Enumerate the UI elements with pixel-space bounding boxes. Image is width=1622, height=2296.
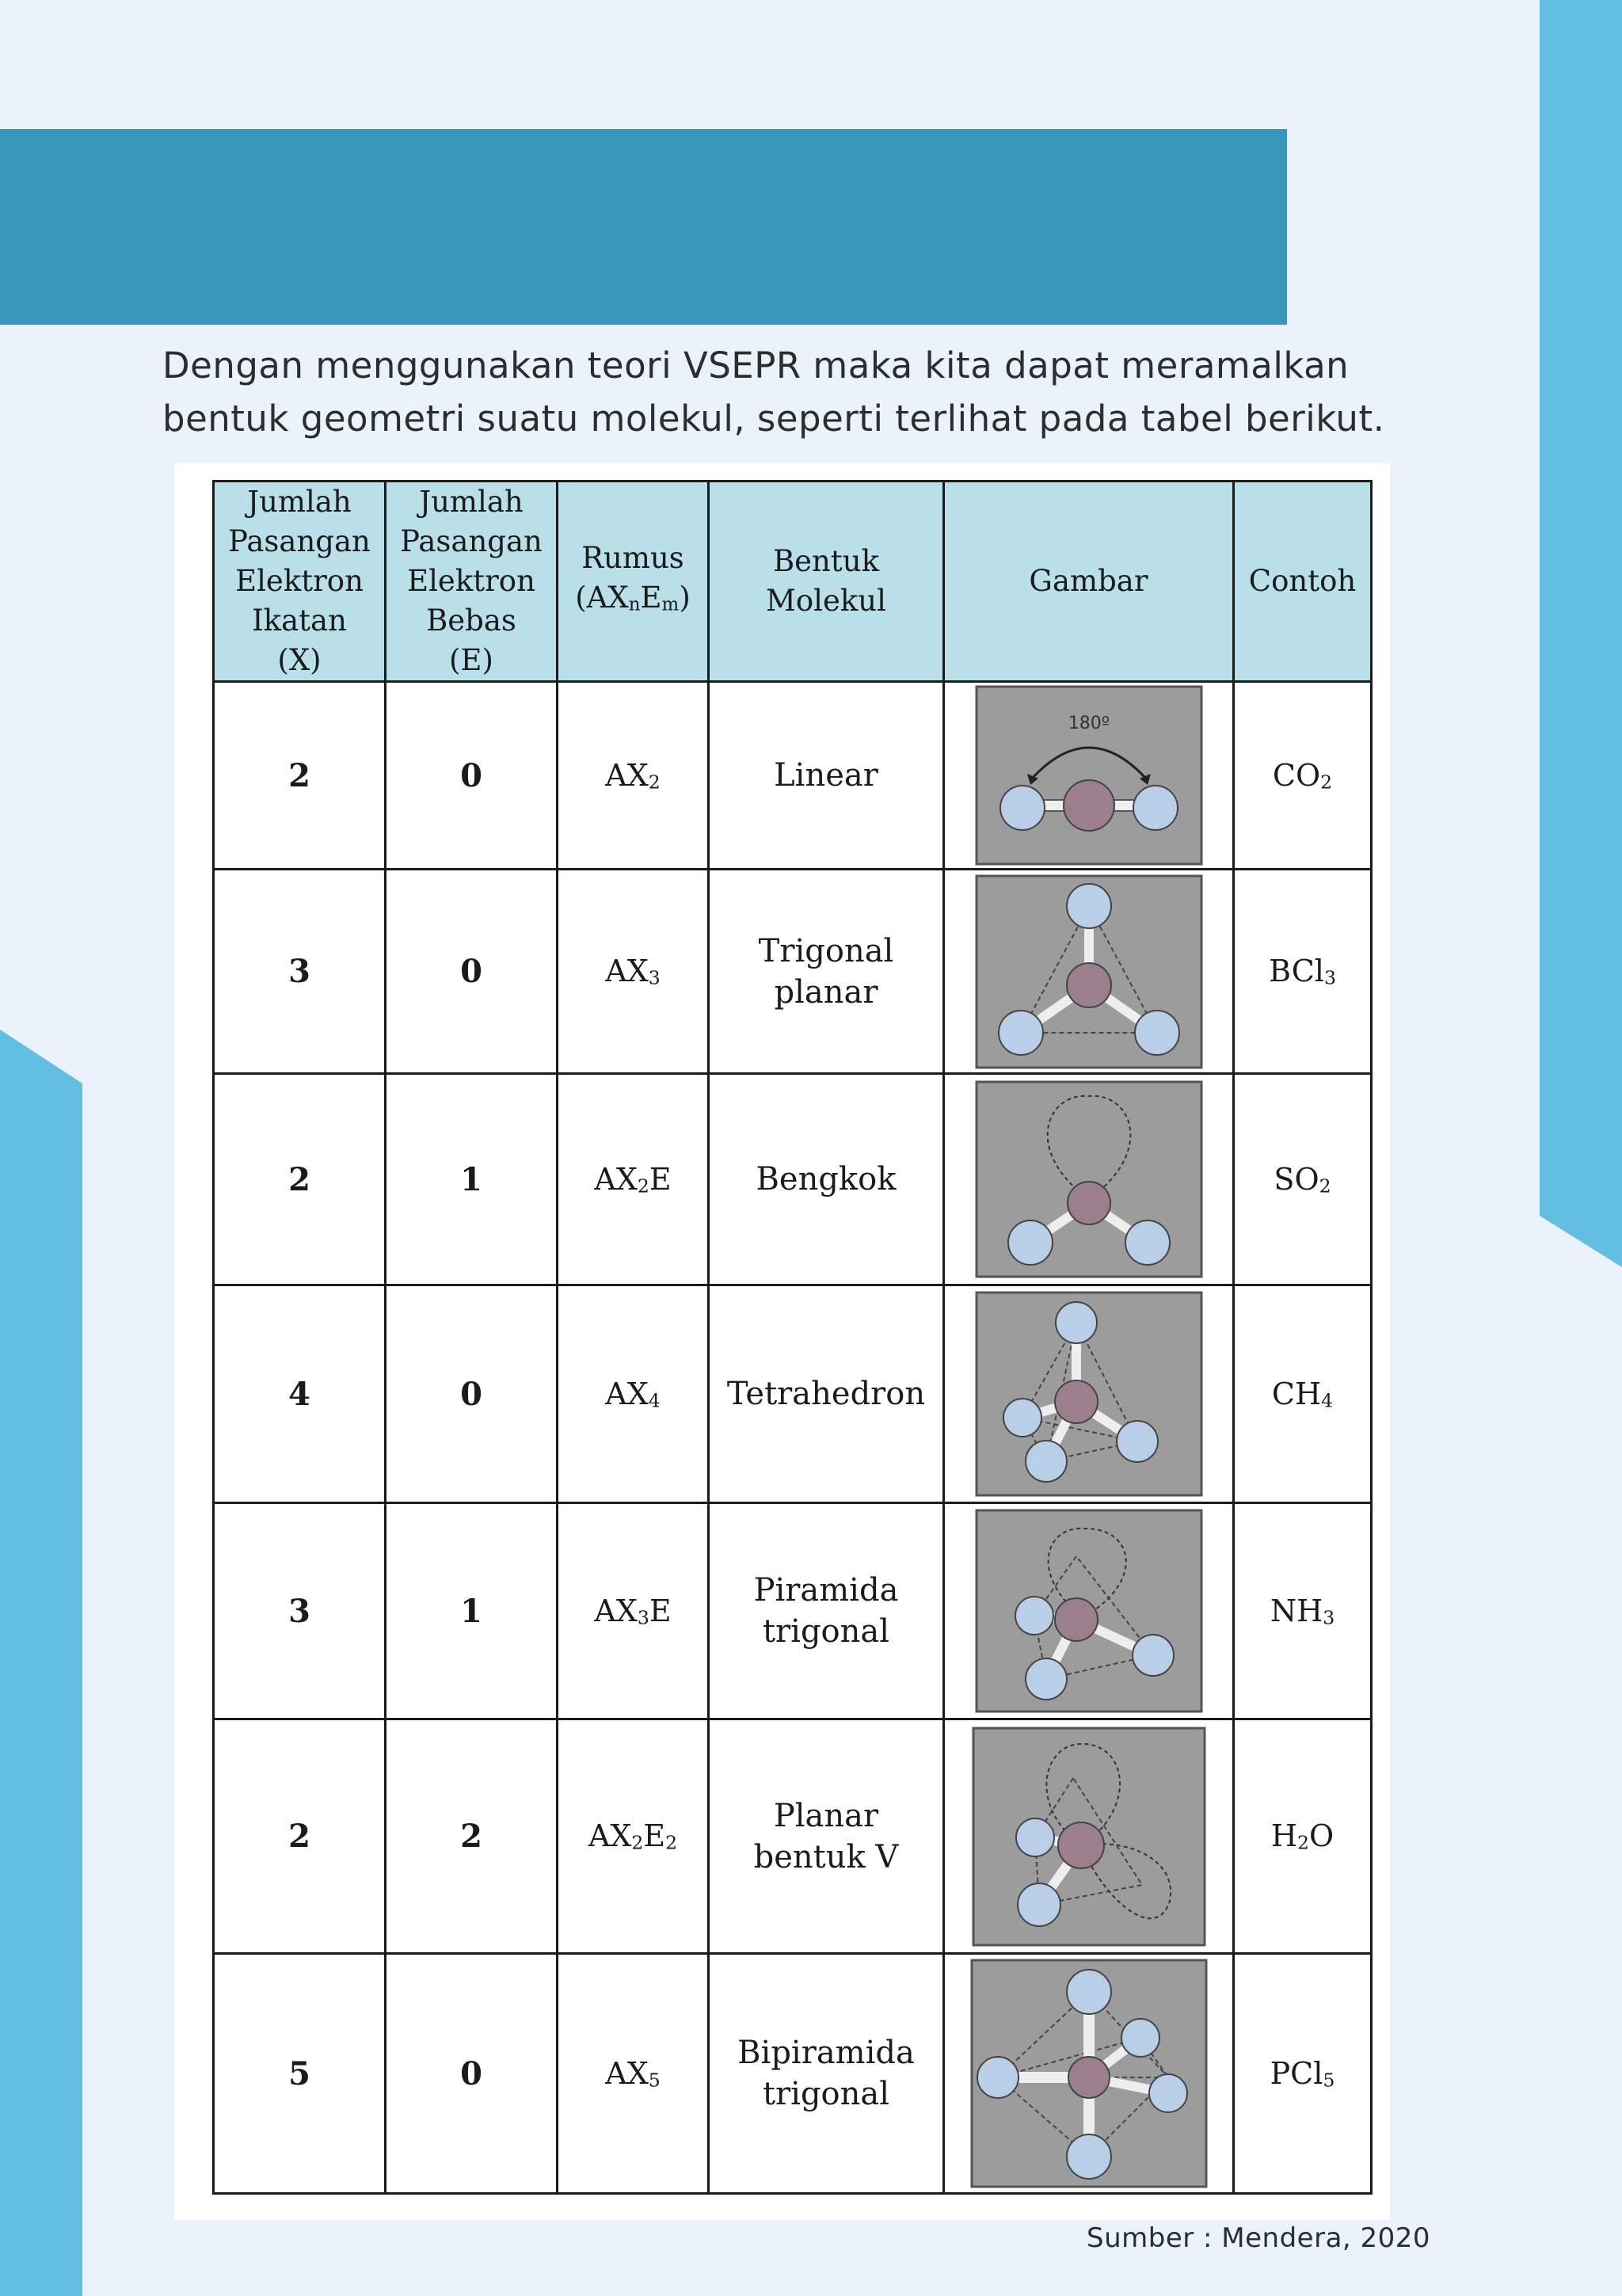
- cell-formula: $AX_2E_2$: [558, 1719, 709, 1954]
- cell-example: $H_2O$: [1234, 1719, 1372, 1954]
- cell-shape: Tetrahedron: [709, 1285, 944, 1503]
- cell-shape: Bengkok: [709, 1074, 944, 1285]
- cell-lone-pairs: 1: [386, 1074, 558, 1285]
- cell-picture: [944, 1954, 1234, 2194]
- header-band: [0, 129, 1287, 325]
- cell-formula: $AX_4$: [558, 1285, 709, 1503]
- cell-shape: Piramida trigonal: [709, 1503, 944, 1719]
- cell-bonding-pairs: 3: [214, 1503, 386, 1719]
- table-row: [214, 682, 1372, 870]
- angle-label: 180º: [1068, 714, 1110, 733]
- cell-lone-pairs: 0: [386, 1954, 558, 2194]
- trigonal-pyramidal-molecule-icon: [975, 1509, 1203, 1713]
- trigonal-planar-molecule-icon: [975, 874, 1203, 1069]
- cell-shape: Trigonal planar: [709, 870, 944, 1074]
- cell-picture: [944, 1074, 1234, 1285]
- cell-bonding-pairs: 3: [214, 870, 386, 1074]
- cell-formula: $AX_5$: [558, 1954, 709, 2194]
- cell-bonding-pairs: 2: [214, 682, 386, 870]
- header-formula: Rumus $(AX_nE_m)$: [558, 482, 709, 682]
- intro-line-2: bentuk geometri suatu molekul, seperti terlihat pada tabel berikut.: [162, 398, 1385, 440]
- left-decorative-strip: [0, 1030, 82, 2296]
- table-row: [214, 1954, 1372, 2194]
- intro-paragraph: [162, 339, 1477, 445]
- cell-lone-pairs: 1: [386, 1503, 558, 1719]
- trigonal-bipyramidal-molecule-icon: [970, 1959, 1208, 2188]
- vsepr-table-card: [174, 463, 1390, 2220]
- cell-formula: $AX_3E$: [558, 1503, 709, 1719]
- cell-picture: [944, 1285, 1234, 1503]
- cell-picture: [944, 870, 1234, 1074]
- table-row: [214, 1074, 1372, 1285]
- linear-molecule-icon: [975, 685, 1203, 866]
- cell-bonding-pairs: 2: [214, 1074, 386, 1285]
- cell-picture: [944, 1719, 1234, 1954]
- right-decorative-strip: [1540, 0, 1622, 1267]
- cell-bonding-pairs: 5: [214, 1954, 386, 2194]
- source-caption: Sumber : Mendera, 2020: [1087, 2222, 1431, 2254]
- header-lone-pairs: Jumlah Pasangan Elektron Bebas (E): [386, 482, 558, 682]
- table-row: [214, 870, 1372, 1074]
- cell-picture: [944, 1503, 1234, 1719]
- cell-example: PCl$_5$: [1234, 1954, 1372, 2194]
- vsepr-table: [212, 480, 1373, 2195]
- cell-picture: [944, 682, 1234, 870]
- table-row: [214, 1503, 1372, 1719]
- cell-example: $CO_2$: [1234, 682, 1372, 870]
- cell-lone-pairs: 0: [386, 870, 558, 1074]
- header-bonding-pairs: Jumlah Pasangan Elektron Ikatan (X): [214, 482, 386, 682]
- cell-shape: Bipiramida trigonal: [709, 1954, 944, 2194]
- cell-shape: Linear: [709, 682, 944, 870]
- cell-example: $NH_3$: [1234, 1503, 1372, 1719]
- cell-bonding-pairs: 4: [214, 1285, 386, 1503]
- cell-example: $SO_2$: [1234, 1074, 1372, 1285]
- header-example: Contoh: [1234, 482, 1372, 682]
- cell-formula: $AX_2E$: [558, 1074, 709, 1285]
- table-header-row: [214, 482, 1372, 682]
- cell-shape: Planar bentuk V: [709, 1719, 944, 1954]
- cell-example: BCl$_3$: [1234, 870, 1372, 1074]
- table-row: [214, 1719, 1372, 1954]
- v-shaped-molecule-icon: [972, 1727, 1206, 1947]
- bent-molecule-icon: [975, 1080, 1203, 1278]
- cell-lone-pairs: 0: [386, 1285, 558, 1503]
- cell-formula: $AX_3$: [558, 870, 709, 1074]
- cell-lone-pairs: 2: [386, 1719, 558, 1954]
- cell-example: $CH_4$: [1234, 1285, 1372, 1503]
- header-picture: Gambar: [944, 482, 1234, 682]
- cell-lone-pairs: 0: [386, 682, 558, 870]
- table-row: [214, 1285, 1372, 1503]
- tetrahedral-molecule-icon: [975, 1291, 1203, 1497]
- intro-line-1: Dengan menggunakan teori VSEPR maka kita dapat meramalkan: [162, 345, 1350, 386]
- header-molecular-shape: Bentuk Molekul: [709, 482, 944, 682]
- cell-bonding-pairs: 2: [214, 1719, 386, 1954]
- cell-formula: $AX_2$: [558, 682, 709, 870]
